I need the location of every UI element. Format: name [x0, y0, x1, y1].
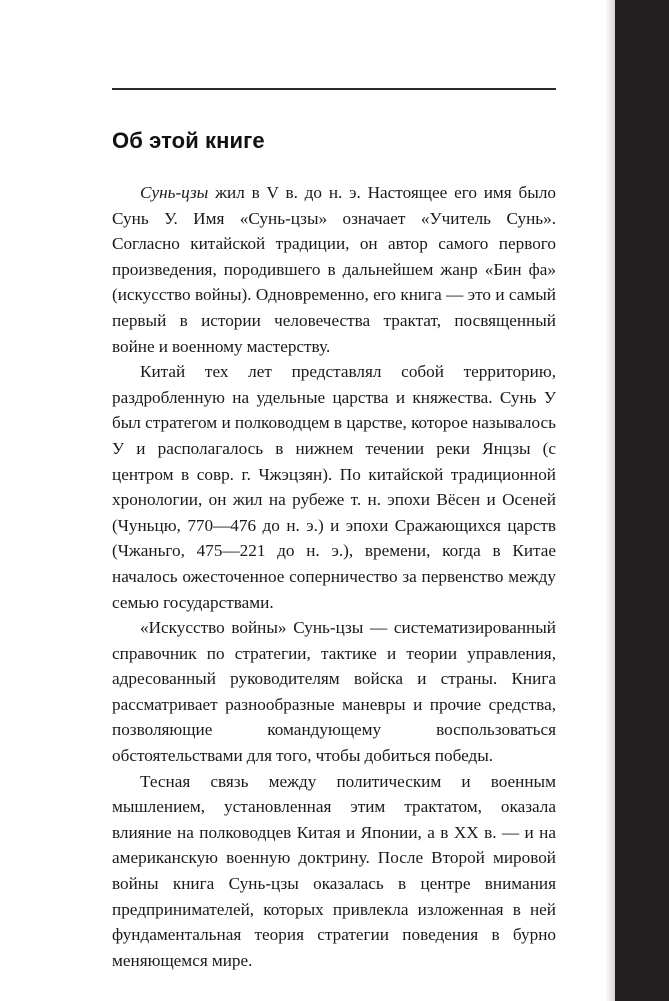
page-title: Об этой книге	[112, 128, 265, 153]
header-rule	[112, 88, 556, 90]
paragraph-text: Китай тех лет представлял собой территорию, раздробленную на удельные царства и княжества. Сунь У был стратегом и полководцем в царстве, которое называлось У и располагалось в нижнем течении реки Янцзы (с центром в совр. г. Чжэцзян). По китайской традиционной хронологии, он жил на рубеже т. н. эпохи Вёсен и Осеней (Чуньцю, 770—476 до н. э.) и эпохи Сражающихся царств (Чжаньго, 475—221 до н. э.), времени, когда в Китае началось ожесточенное соперничество за первенство между семью государствами.	[112, 362, 556, 612]
paragraph-text: «Искусство войны» Сунь-цзы — систематизированный справочник по стратегии, тактике и теории управления, адресованный руководителям войска и страны. Книга рассматривает разнообразные маневры и прочие средства, позволяющие командующему воспользоваться обстоятельствами для того, чтобы добиться победы.	[112, 618, 556, 766]
paragraph-text: Тесная связь между политическим и военным мышлением, установленная этим трактатом, оказала влияние на полководцев Китая и Японии, а в XX в. — и на американскую военную доктрину. После Второй мировой войны книга Сунь-цзы оказалась в центре внимания предпринимателей, которых привлекла изложенная в ней фундаментальная теория стратегии поведения в бурно меняющемся мире.	[112, 771, 556, 970]
body-paragraph-4	[112, 769, 556, 974]
book-binding-edge	[615, 0, 669, 1001]
paragraph-text: жил в V в. до н. э. Настоящее его имя было Сунь У. Имя «Сунь-цзы» означает «Учитель Сунь». Согласно китайской традиции, он автор самого первого произведения, породившего в дальнейшем жанр «Бин фа» (искусство войны). Одновременно, его книга — это и самый первый в истории человечества трактат, посвященный войне и военному мастерству.	[112, 183, 556, 356]
body-paragraph-1	[112, 180, 556, 359]
body-paragraph-3	[112, 615, 556, 769]
page-content	[112, 88, 556, 973]
paragraph-lead-italic: Сунь-цзы	[140, 183, 209, 202]
page-gutter-shadow	[605, 0, 615, 1001]
body-paragraph-2	[112, 359, 556, 615]
